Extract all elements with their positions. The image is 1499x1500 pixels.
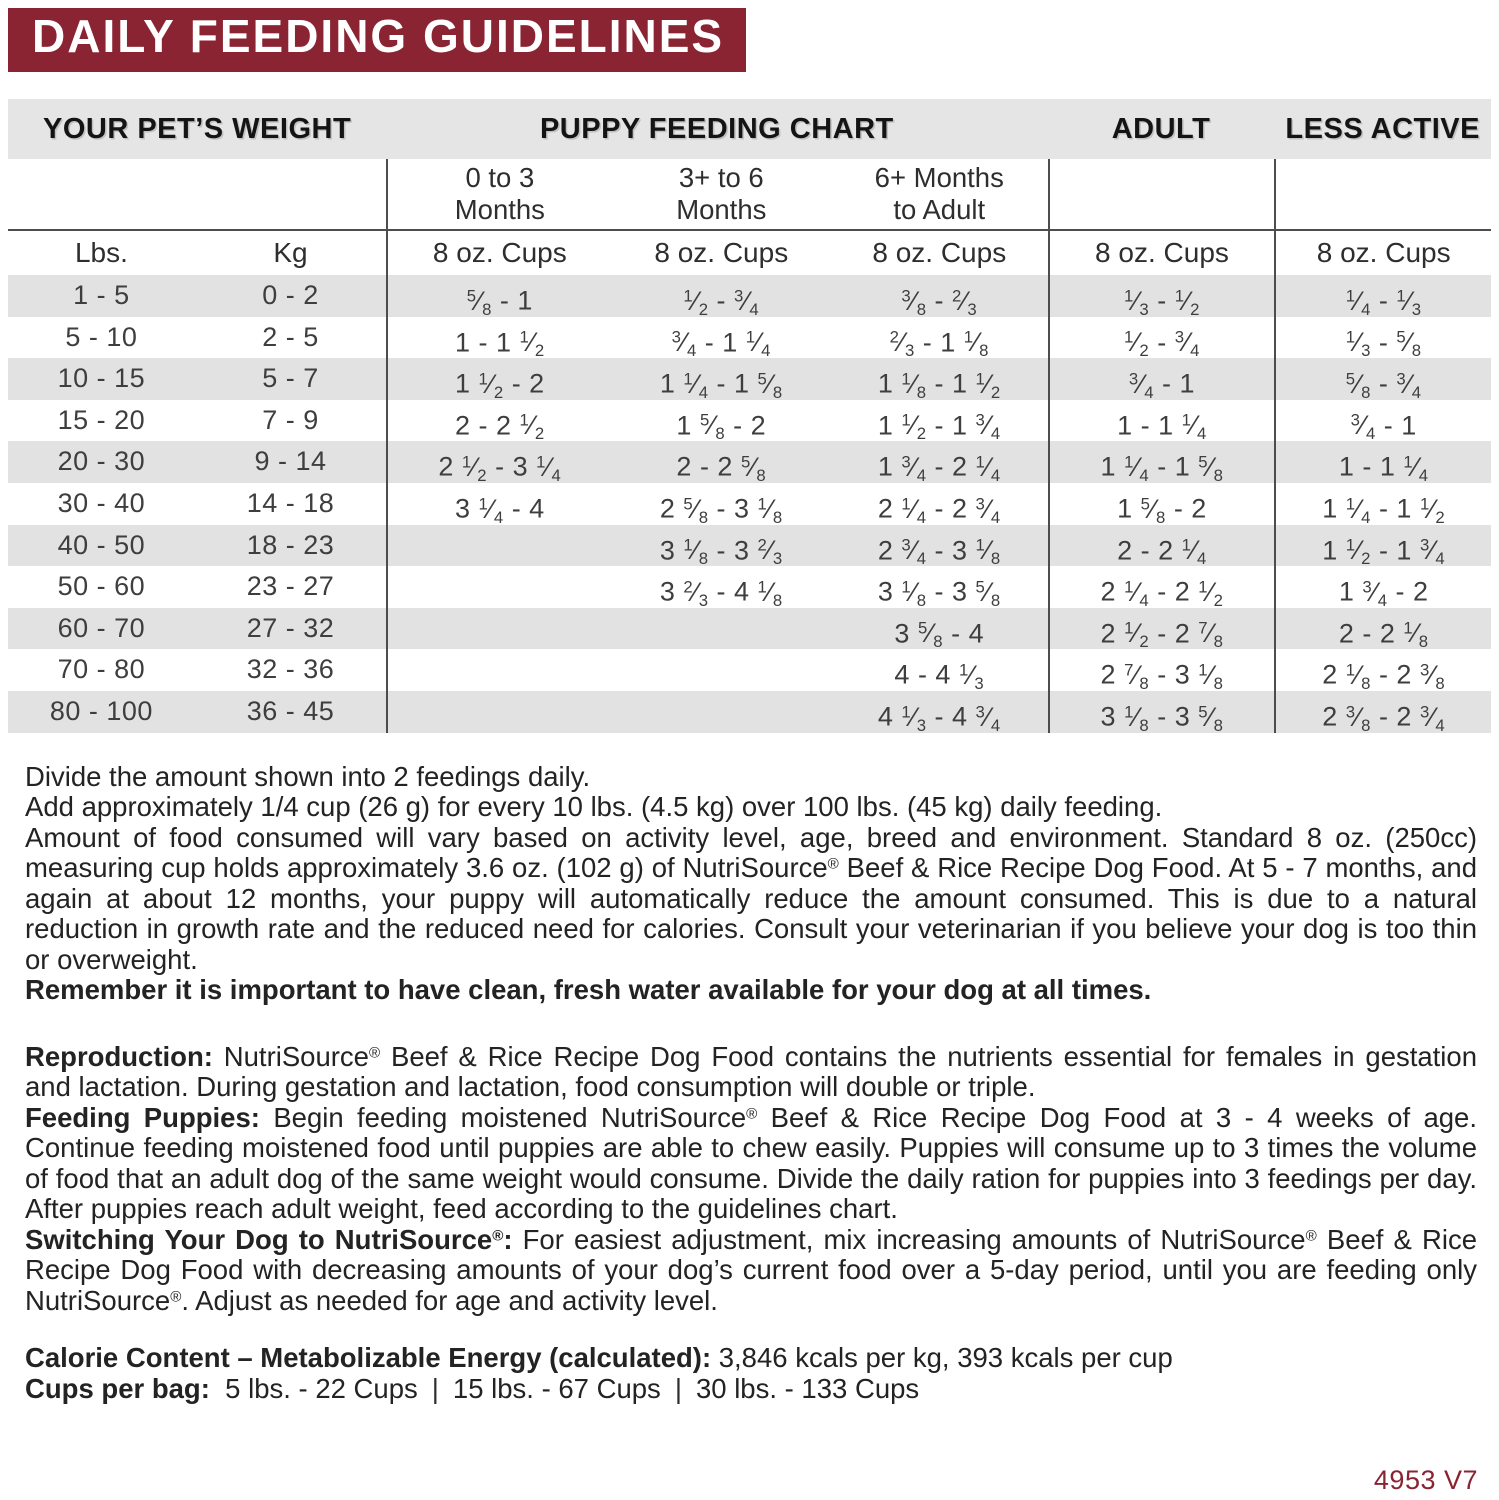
table-cell: 5 - 10 <box>65 321 138 352</box>
guidelines-text <box>25 762 1477 1405</box>
table-cell: 80 - 100 <box>49 695 153 726</box>
table-cell: 32 - 36 <box>246 654 335 685</box>
table-cell: 1 $^3$⁄4 - 2 $^1$⁄4 <box>877 452 1001 486</box>
page-title: DAILY FEEDING GUIDELINES <box>32 10 725 62</box>
table-cell: 23 - 27 <box>246 571 335 602</box>
table-row <box>8 483 1491 525</box>
section-text: Begin feeding moistened NutriSource® Beef & Rice Recipe Dog Food at 3 - 4 weeks of age. Continue feeding moistened food until puppies are able to chew easily. Puppies will consume up to 3 times the volume of food that an adult dog of the same weight would consume. Divide the daily ration for puppies into 3 feedings per day. After puppies reach adult weight, feed according to the guidelines chart. <box>25 1101 1477 1225</box>
table-cell: 18 - 23 <box>246 529 335 560</box>
unit-header-cups: 8 oz. Cups <box>654 237 789 268</box>
table-cell: 1 - 1 $^1$⁄2 <box>386 317 611 359</box>
table-cell: 2 $^3$⁄8 - 2 $^3$⁄4 <box>1274 691 1491 733</box>
age-header-line: to Adult <box>893 194 986 225</box>
table-cell <box>612 691 831 733</box>
table-cell: 1 $^3$⁄4 - 2 <box>1274 566 1491 608</box>
table-unit-header-row <box>8 231 1491 275</box>
table-cell: 1 $^1$⁄2 - 1 $^3$⁄4 <box>877 410 1001 444</box>
table-cell: $^1$⁄3 - $^1$⁄2 <box>1048 275 1275 317</box>
table-cell: 2 - 2 $^1$⁄2 <box>386 400 611 442</box>
age-header-line: 0 to 3 <box>465 162 535 194</box>
unit-header-lbs: Lbs. <box>74 237 128 268</box>
sku-version-code: 4953 V7 <box>1373 1465 1478 1495</box>
table-row <box>8 275 1491 317</box>
note-line: Divide the amount shown into 2 feedings daily. <box>25 760 591 792</box>
table-cell: 2 $^1$⁄4 - 2 $^3$⁄4 <box>877 493 1001 527</box>
age-header-line: Months <box>676 194 767 225</box>
cups-item: 30 lbs. - 133 Cups <box>695 1372 920 1404</box>
table-cell: 9 - 14 <box>254 446 327 477</box>
table-cell: 70 - 80 <box>57 654 146 685</box>
table-cell: 5 - 7 <box>262 363 319 394</box>
age-header-spacer <box>1048 159 1275 229</box>
table-cell: 30 - 40 <box>57 487 146 518</box>
table-cell: 2 - 5 <box>262 321 319 352</box>
table-cell: 36 - 45 <box>246 695 335 726</box>
table-cell <box>386 608 611 650</box>
note-water-reminder: Remember it is important to have clean, fresh water available for your dog at all times. <box>25 974 1152 1006</box>
section-feeding-puppies <box>25 1103 1477 1225</box>
table-cell: $^3$⁄4 - 1 $^1$⁄4 <box>671 327 771 361</box>
title-bar <box>8 8 746 72</box>
table-cell <box>386 649 611 691</box>
divider-bar: | <box>431 1372 439 1404</box>
table-cell: 7 - 9 <box>262 404 319 435</box>
table-cell: 1 $^1$⁄4 - 1 $^5$⁄8 <box>1048 441 1275 483</box>
table-row <box>8 525 1491 567</box>
table-cell: 3 $^2$⁄3 - 4 $^1$⁄8 <box>659 576 783 610</box>
table-cell: $^3$⁄8 - $^2$⁄3 <box>901 285 978 319</box>
age-header-spacer <box>195 159 386 229</box>
table-cell: 2 $^3$⁄4 - 3 $^1$⁄8 <box>877 535 1001 569</box>
cups-item: 5 lbs. - 22 Cups <box>225 1372 418 1404</box>
table-cell: 1 $^1$⁄4 - 1 $^5$⁄8 <box>659 368 783 402</box>
table-cell: 1 $^1$⁄8 - 1 $^1$⁄2 <box>877 368 1001 402</box>
table-cell: 1 $^5$⁄8 - 2 <box>676 410 767 444</box>
table-cell: 2 $^1$⁄2 - 3 $^1$⁄4 <box>386 441 611 483</box>
unit-header-cups: 8 oz. Cups <box>872 237 1007 268</box>
table-row <box>8 649 1491 694</box>
table-cell: $^2$⁄3 - 1 $^1$⁄8 <box>889 327 989 361</box>
table-group-header-row <box>8 99 1491 159</box>
group-header-adult: ADULT <box>1111 112 1211 145</box>
age-header-6-adult <box>831 159 1048 229</box>
divider-bar: | <box>674 1372 682 1404</box>
section-text: NutriSource® Beef & Rice Recipe Dog Food contains the nutrients essential for females in gestation and lactation. During gestation and lactation, food consumption will double or triple. <box>25 1040 1478 1103</box>
table-cell: 2 - 2 $^1$⁄8 <box>1274 608 1491 650</box>
table-row <box>8 441 1491 486</box>
table-cell: 3 $^1$⁄8 - 3 $^5$⁄8 <box>877 576 1001 610</box>
feeding-table <box>8 99 1491 733</box>
table-cell: $^3$⁄4 - 1 <box>1048 358 1275 400</box>
table-cell: 3 $^1$⁄8 - 3 $^5$⁄8 <box>1048 691 1275 733</box>
table-cell: $^1$⁄2 - $^3$⁄4 <box>683 285 760 319</box>
section-switching <box>25 1225 1477 1317</box>
age-header-3-6-months <box>612 159 831 229</box>
age-header-spacer <box>1274 159 1491 229</box>
cups-item: 15 lbs. - 67 Cups <box>452 1372 661 1404</box>
age-header-line: 3+ to 6 <box>678 162 764 194</box>
table-cell: 10 - 15 <box>57 363 146 394</box>
group-header-less-active: LESS ACTIVE <box>1285 112 1480 145</box>
section-text: 3,846 kcals per kg, 393 kcals per cup <box>718 1342 1173 1374</box>
table-cell: $^1$⁄3 - $^5$⁄8 <box>1274 317 1491 359</box>
table-cell: 40 - 50 <box>57 529 146 560</box>
age-header-spacer <box>8 159 195 229</box>
table-cell: 50 - 60 <box>57 571 146 602</box>
section-label: Feeding Puppies: <box>25 1101 260 1133</box>
table-cell: 2 - 2 $^5$⁄8 <box>676 452 767 486</box>
table-cell: 1 - 1 $^1$⁄4 <box>1048 400 1275 442</box>
table-cell: $^5$⁄8 - 1 <box>386 275 611 317</box>
table-body <box>8 275 1491 733</box>
section-text: For easiest adjustment, mix increasing amounts of NutriSource® Beef & Rice Recipe Dog Food with decreasing amounts of your dog’s current food over a 5-day period, until you are feeding only NutriSource®. Adjust as needed for age and activity level. <box>25 1223 1477 1316</box>
section-label: Switching Your Dog to NutriSource®: <box>25 1223 513 1255</box>
table-cell: 1 $^1$⁄4 - 1 $^1$⁄2 <box>1274 483 1491 525</box>
note-paragraph: Amount of food consumed will vary based on activity level, age, breed and environment. Standard 8 oz. (250cc) measuring cup holds approximately 3.6 oz. (102 g) of NutriSource® Beef & Rice Recipe Dog Food. At 5 - 7 months, and again at about 12 months, your puppy will automatically reduce the amount consumed. This is due to a natural reduction in growth rate and the reduced need for calories. Consult your veterinarian if you believe your dog is too thin or overweight. <box>25 821 1477 975</box>
table-cell: $^3$⁄4 - 1 <box>1274 400 1491 442</box>
table-cell: 1 $^5$⁄8 - 2 <box>1048 483 1275 525</box>
unit-header-cups: 8 oz. Cups <box>386 231 611 275</box>
table-cell: $^1$⁄2 - $^3$⁄4 <box>1048 317 1275 359</box>
table-cell: 1 $^1$⁄2 - 2 <box>386 358 611 400</box>
table-row <box>8 358 1491 400</box>
note-line: Add approximately 1/4 cup (26 g) for every 10 lbs. (4.5 kg) over 100 lbs. (45 kg) daily feeding. <box>25 791 1163 823</box>
table-cell: $^1$⁄4 - $^1$⁄3 <box>1274 275 1491 317</box>
table-cell: 4 - 4 $^1$⁄3 <box>894 660 985 694</box>
unit-header-cups: 8 oz. Cups <box>1048 231 1275 275</box>
table-cell: 2 $^5$⁄8 - 3 $^1$⁄8 <box>659 493 783 527</box>
table-cell: 4 $^1$⁄3 - 4 $^3$⁄4 <box>877 701 1001 735</box>
section-label: Reproduction: <box>25 1040 213 1072</box>
section-label: Cups per bag: <box>25 1372 210 1404</box>
table-cell <box>612 608 831 650</box>
group-header-puppy-chart: PUPPY FEEDING CHART <box>539 112 894 145</box>
table-cell: 20 - 30 <box>57 446 146 477</box>
table-cell: 3 $^1$⁄8 - 3 $^2$⁄3 <box>659 535 783 569</box>
age-header-0-3-months <box>386 159 611 229</box>
age-header-line: 6+ Months <box>874 162 1004 194</box>
table-cell: 0 - 2 <box>262 280 319 310</box>
age-header-line: Months <box>454 194 545 225</box>
table-cell: $^5$⁄8 - $^3$⁄4 <box>1274 358 1491 400</box>
table-cell: 1 - 5 <box>73 280 130 310</box>
table-cell <box>386 525 611 567</box>
table-cell: 2 $^7$⁄8 - 3 $^1$⁄8 <box>1048 649 1275 691</box>
table-cell: 2 - 2 $^1$⁄4 <box>1048 525 1275 567</box>
table-cell: 3 $^5$⁄8 - 4 <box>894 618 985 652</box>
table-row <box>8 317 1491 359</box>
table-cell <box>386 691 611 733</box>
group-header-pet-weight: YOUR PET’S WEIGHT <box>42 112 352 145</box>
section-cups-per-bag <box>25 1374 1477 1405</box>
table-cell: 2 $^1$⁄4 - 2 $^1$⁄2 <box>1048 566 1275 608</box>
table-cell: 15 - 20 <box>57 404 146 435</box>
table-age-header-row <box>8 159 1491 231</box>
table-cell: 27 - 32 <box>246 612 335 643</box>
table-row <box>8 400 1491 442</box>
table-row <box>8 608 1491 650</box>
unit-header-kg: Kg <box>273 237 308 268</box>
table-cell: 60 - 70 <box>57 612 146 643</box>
table-cell: 14 - 18 <box>246 487 335 518</box>
table-cell <box>612 649 831 691</box>
section-reproduction <box>25 1042 1477 1103</box>
table-cell <box>386 566 611 608</box>
section-label: Calorie Content – Metabolizable Energy (calculated): <box>25 1342 712 1374</box>
table-cell: 2 $^1$⁄8 - 2 $^3$⁄8 <box>1274 649 1491 691</box>
unit-header-cups: 8 oz. Cups <box>1274 231 1491 275</box>
table-row <box>8 566 1491 608</box>
table-cell: 3 $^1$⁄4 - 4 <box>386 483 611 525</box>
table-cell: 1 - 1 $^1$⁄4 <box>1274 441 1491 483</box>
section-calorie-content <box>25 1343 1477 1374</box>
table-cell: 1 $^1$⁄2 - 1 $^3$⁄4 <box>1274 525 1491 567</box>
table-row <box>8 691 1491 733</box>
table-cell: 2 $^1$⁄2 - 2 $^7$⁄8 <box>1048 608 1275 650</box>
